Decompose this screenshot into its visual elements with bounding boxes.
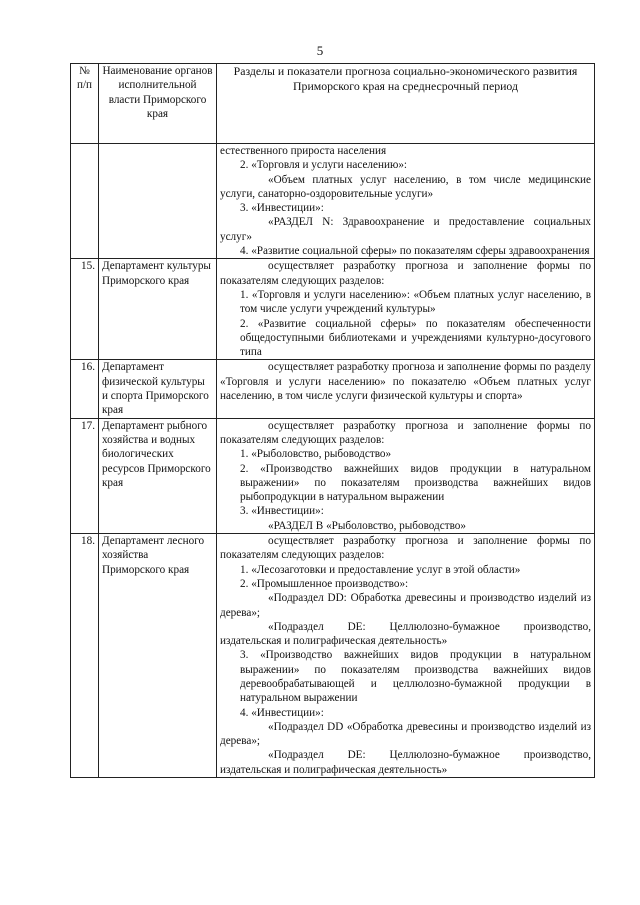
sections-cell [217,259,595,360]
table-row [71,418,595,533]
header-sections: Разделы и показатели прогноза социально-экономического развития Приморского края на среднесрочный период [217,64,595,144]
text-line: «Объем платных услуг населению, в том числе медицинские услуги, санаторно-оздоровительные услуги» [220,173,591,200]
table-row-continuation [71,144,595,259]
text-line: осуществляет разработку прогноза и заполнение формы по показателям следующих разделов: [220,535,591,562]
row-number: 15. [71,259,99,360]
list-item: 3. «Инвестиции»: [240,505,324,518]
list-item: 1. «Рыболовство, рыбоводство» [240,448,392,461]
list-item: 2. «Промышленное производство»: [240,577,409,590]
list-item: 1. «Торговля и услуги населению»: «Объем платных услуг населению, в том числе услуги учреждений культуры» [240,288,591,316]
org-name: Департамент физической культуры и спорта Приморского края [99,360,217,418]
table-header-row [71,64,595,144]
sections-cell [217,418,595,533]
org-name: Департамент рыбного хозяйства и водных биологических ресурсов Приморского края [99,418,217,533]
list-item: 1. «Лесозаготовки и предоставление услуг в этой области» [240,563,521,576]
text-line: осуществляет разработку прогноза и заполнение формы по разделу «Торговля и услуги населению» по показателю «Объем платных услуг населению, в том числе услуги физической культуры и спорта» [220,361,591,403]
row-number: 17. [71,418,99,533]
text-line: естественного прироста населения [220,145,387,157]
table-row [71,534,595,778]
text-line: осуществляет разработку прогноза и заполнение формы по показателям следующих разделов: [220,419,591,446]
header-num: № п/п [71,64,99,144]
text-line: «Подраздел DD: Обработка древесины и производство изделий из дерева»; [220,592,591,619]
text-line: «РАЗДЕЛ N: Здравоохранение и предоставление социальных услуг» [220,216,591,243]
table-row [71,360,595,418]
text-line: «Подраздел DE: Целлюлозно-бумажное производство, издательская и полиграфическая деятельность» [220,749,591,776]
list-item: 4. «Развитие социальной сферы» по показателям сферы здравоохранения [240,245,590,258]
list-item: 3. «Инвестиции»: [240,202,324,215]
list-item: 2. «Производство важнейших видов продукции в натуральном выражении» по показателям производства важнейших видов рыбопродукции в натуральном выражении [240,462,591,504]
table-row [71,259,595,360]
forecast-table [70,63,595,778]
list-item: 4. «Инвестиции»: [240,706,324,719]
sections-cell [217,360,595,418]
org-name: Департамент лесного хозяйства Приморского края [99,534,217,778]
row-number: 18. [71,534,99,778]
text-line: осуществляет разработку прогноза и заполнение формы по показателям следующих разделов: [220,260,591,287]
sections-cell [217,534,595,778]
header-org: Наименование органов исполнительной власти Приморского края [99,64,217,144]
list-item: 2. «Торговля и услуги населению»: [240,159,408,172]
org-name: Департамент культуры Приморского края [99,259,217,360]
sections-cell [217,144,595,259]
list-item: 3. «Производство важнейших видов продукции в натуральном выражении» по показателям производства важнейших видов деревообрабатывающей и целлюлозно-бумажной продукции в натуральном выражении [240,649,591,705]
text-line: «Подраздел DE: Целлюлозно-бумажное производство, издательская и полиграфическая деятельность» [220,620,591,648]
text-line: «РАЗДЕЛ В «Рыболовство, рыбоводство» [268,519,466,532]
text-line: «Подраздел DD «Обработка древесины и производство изделий из дерева»; [220,720,591,748]
list-item: 2. «Развитие социальной сферы» по показателям обеспеченности общедоступными библиотеками и учреждениями культурно-досугового типа [240,317,591,359]
page-number: 5 [316,43,324,58]
row-number: 16. [71,360,99,418]
